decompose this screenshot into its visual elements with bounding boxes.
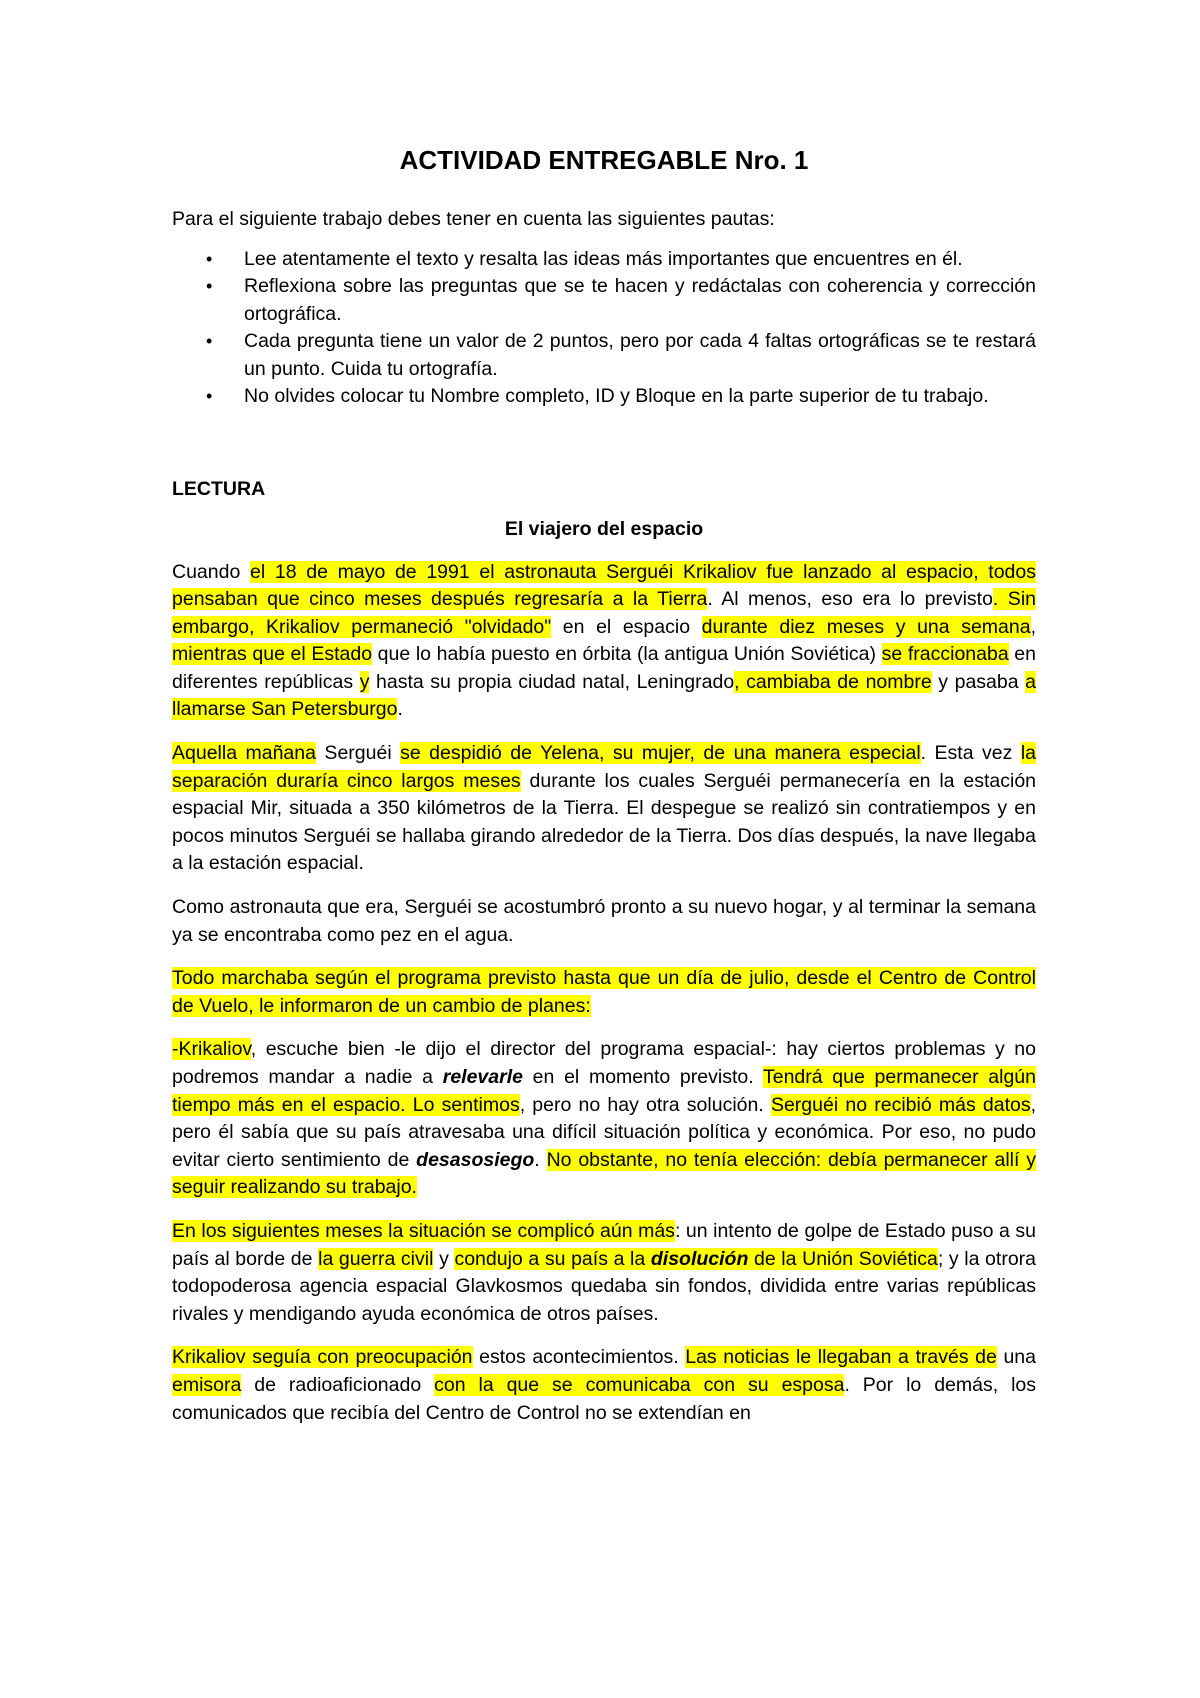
reading-title: El viajero del espacio <box>504 517 704 540</box>
text-run: de radioaficionado <box>241 1373 435 1396</box>
guideline-text: Cada pregunta tiene un valor de 2 puntos, pero por cada 4 faltas ortográficas se te restará un punto. Cuida tu ortografía. <box>244 330 1036 380</box>
highlighted-text: disolución <box>650 1247 749 1270</box>
highlighted-text: Todo marchaba según el programa previsto hasta que un día de julio, desde el Centro de Control de Vuelo, le informaron de un cambio de planes: <box>172 967 1036 1017</box>
text-run: que lo había puesto en órbita (la antigua Unión Soviética) <box>372 643 882 666</box>
text-run: . <box>534 1148 547 1171</box>
highlighted-text: No obstante, no tenía elección: debía permanecer allí y seguir realizando su trabajo. <box>172 1148 1037 1199</box>
reading-paragraph <box>172 559 1036 725</box>
text-run: . <box>397 698 403 721</box>
guideline-text: Lee atentamente el texto y resalta las ideas más importantes que encuentres en él. <box>244 247 963 270</box>
section-heading: LECTURA <box>172 477 266 500</box>
reading-body <box>172 559 1036 1428</box>
text-run: : un intento de golpe de Estado puso a su país al borde de <box>172 1219 1036 1270</box>
highlighted-text: En los siguientes meses la situación se complicó aún más <box>172 1219 675 1242</box>
highlighted-text: a <box>1025 670 1037 693</box>
reading-paragraph <box>172 894 1036 949</box>
text-run: , escuche bien -le dijo el director del programa espacial-: hay ciertos problemas y no podremos mandar a nadie a <box>172 1038 1036 1088</box>
highlighted-text: se fraccionaba <box>881 643 1009 666</box>
text-run: en diferentes repúblicas <box>172 643 1036 693</box>
highlighted-text: Las noticias le llegaban a través de <box>685 1346 997 1369</box>
highlighted-text: emisora <box>172 1373 242 1396</box>
highlighted-text: Serguéi no recibió más datos <box>770 1093 1031 1116</box>
document-content <box>172 138 1036 1443</box>
bullet-icon: • <box>206 386 213 406</box>
bullet-icon: • <box>206 248 213 269</box>
highlighted-text: . Sin embargo, Krikaliov permaneció "olvidado" <box>172 588 1036 638</box>
highlighted-text: el 18 de mayo de 1991 el astronauta Serguéi Krikaliov fue lanzado al espacio, todos pensaban que cinco meses después regresaría a la Tierra <box>172 560 1036 611</box>
text-run: hasta su propia ciudad natal, Leningrado <box>369 670 735 693</box>
emphasized-text: desasosiego <box>416 1148 535 1171</box>
highlighted-text: condujo a su país a la <box>454 1247 651 1270</box>
text-run: Cuando <box>172 560 250 583</box>
text-run: y <box>433 1247 455 1270</box>
text-run: Serguéi <box>315 742 401 765</box>
text-run: , pero él sabía que su país atravesaba una difícil situación política y económica. Por eso, no pudo evitar cierto sentimiento de <box>172 1093 1036 1171</box>
reading-paragraph <box>172 1036 1036 1202</box>
reading-paragraph <box>172 740 1036 878</box>
list-item <box>172 246 1036 274</box>
highlighted-text: -Krikaliov <box>172 1038 251 1061</box>
text-run: . Esta vez <box>920 742 1021 765</box>
guidelines-list <box>172 246 1036 411</box>
highlighted-text: , cambiaba de nombre <box>734 670 932 693</box>
highlighted-text: Tendrá que permanecer algún tiempo más en el espacio. Lo sentimos <box>172 1066 1036 1116</box>
text-run: en el espacio <box>551 615 702 638</box>
bullet-icon: • <box>206 331 213 351</box>
text-run: , pero no hay otra solución. <box>519 1093 771 1116</box>
text-run: Como astronauta que era, Serguéi se acostumbró pronto a su nuevo hogar, y al terminar la semana ya se encontraba como pez en el agua. <box>172 896 1036 946</box>
document-title: ACTIVIDAD ENTREGABLE Nro. 1 <box>399 145 809 175</box>
highlighted-text: mientras que el Estado <box>172 643 373 666</box>
list-item <box>172 328 1036 383</box>
text-run: ; y la otrora todopoderosa agencia espacial Glavkosmos quedaba sin fondos, dividida entre varias repúblicas rivales y mendigando ayuda económica de otros países. <box>172 1247 1036 1325</box>
text-run: , <box>1030 615 1036 638</box>
highlighted-text: durante diez meses y una semana <box>701 615 1031 638</box>
text-run: estos acontecimientos. <box>472 1346 686 1369</box>
highlighted-text: y <box>359 670 370 693</box>
text-run: una <box>996 1346 1036 1369</box>
reading-paragraph <box>172 1344 1036 1427</box>
list-item <box>172 273 1036 328</box>
text-run: . Al menos, eso era lo previsto <box>707 588 993 611</box>
highlighted-text: se despidió de Yelena, su mujer, de una manera especial <box>400 742 921 765</box>
text-run: en el momento previsto. <box>522 1066 763 1088</box>
intro-text: Para el siguiente trabajo debes tener en cuenta las siguientes pautas: <box>172 208 775 230</box>
highlighted-text: Aquella mañana <box>172 742 316 765</box>
reading-paragraph <box>172 965 1036 1020</box>
text-run: y pasaba <box>931 670 1026 693</box>
guideline-text: Reflexiona sobre las preguntas que se te hacen y redáctalas con coherencia y corrección ortográfica. <box>244 275 1036 325</box>
highlighted-text: la guerra civil <box>318 1247 434 1270</box>
text-run: durante los cuales Serguéi permanecería en la estación espacial Mir, situada a 350 kilómetros de la Tierra. El despegue se realizó sin contratiempos y en pocos minutos Serguéi se hallaba girando alrededor de la Tierra. Dos días después, la nave llegaba a la estación espacial. <box>172 769 1037 875</box>
guideline-text: No olvides colocar tu Nombre completo, ID y Bloque en la parte superior de tu trabajo. <box>244 385 989 407</box>
highlighted-text: de la Unión Soviética <box>748 1247 938 1270</box>
bullet-icon: • <box>206 276 213 296</box>
emphasized-text: relevarle <box>442 1066 523 1088</box>
highlighted-text: la separación duraría cinco largos meses <box>172 742 1036 792</box>
highlighted-text: con la que se comunicaba con su esposa <box>434 1373 845 1396</box>
highlighted-text: Krikaliov seguía con preocupación <box>172 1346 473 1369</box>
reading-paragraph <box>172 1218 1036 1328</box>
text-run: . Por lo demás, los comunicados que recibía del Centro de Control no se extendían en <box>172 1373 1036 1424</box>
highlighted-text: llamarse San Petersburgo <box>172 698 398 721</box>
list-item <box>172 383 1036 411</box>
